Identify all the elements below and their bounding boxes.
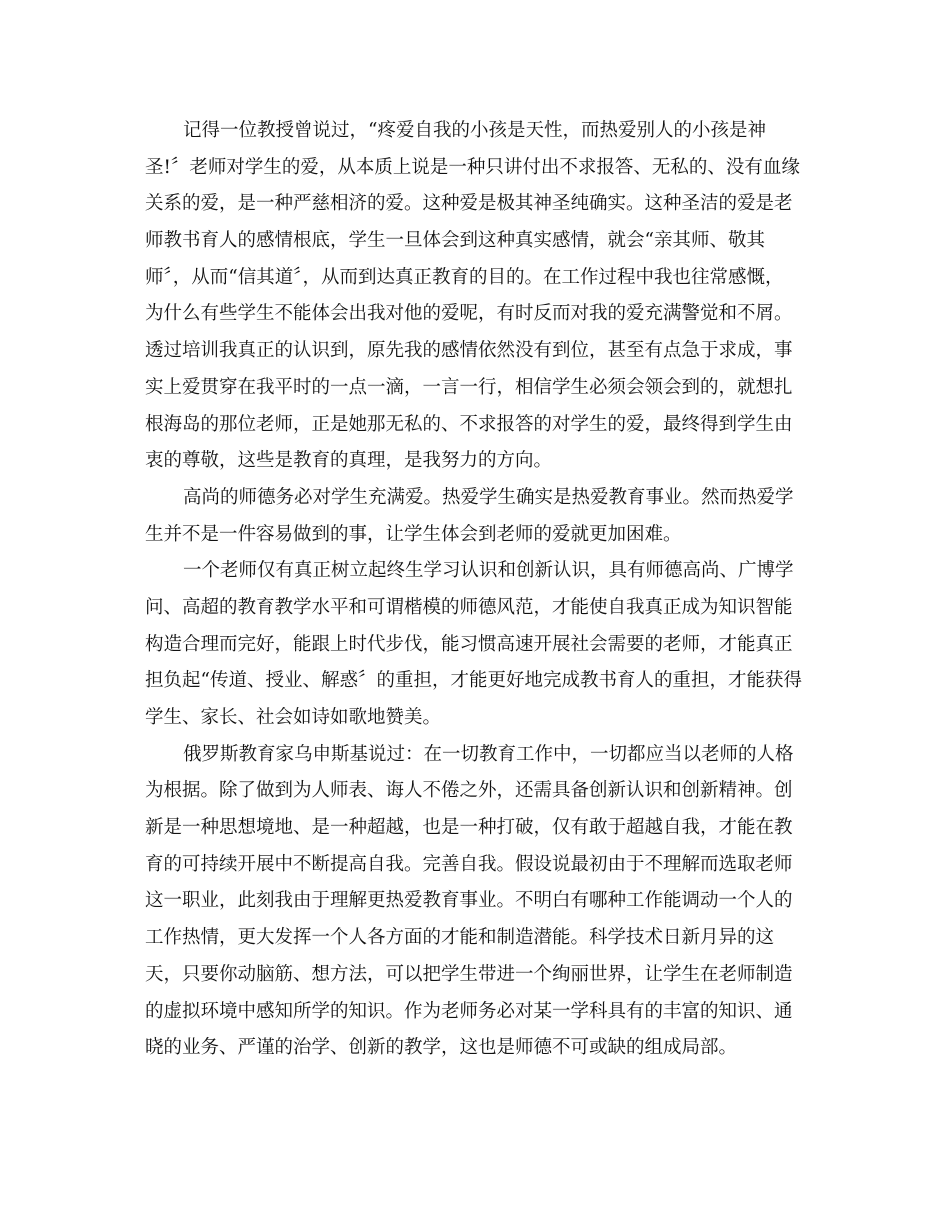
text-line: 育的可持续开展中不断提高自我。完善自我。假设说最初由于不理解而选取老师 (145, 853, 793, 875)
text-line: 师教书育人的感情根底，学生一旦体会到这种真实感情，就会“亲其师、敬其 (145, 230, 765, 252)
text-line: 高尚的师德务必对学生充满爱。热爱学生确实是热爱教育事业。然而热爱学 (183, 486, 794, 508)
document-body (145, 113, 810, 1067)
text-line: 实上爱贯穿在我平时的一点一滴，一言一行，相信学生必须会领会到的，就想扎 (145, 376, 793, 398)
text-line: 透过培训我真正的认识到，原先我的感情依然没有到位，甚至有点急于求成，事 (145, 340, 793, 362)
text-line: 晓的业务、严谨的治学、创新的教学，这也是师德不可或缺的组成局部。 (145, 1037, 738, 1059)
text-line: 天，只要你动脑筋、想方法，可以把学生带进一个绚丽世界，让学生在老师制造 (145, 963, 793, 985)
text-line: 衷的尊敬，这些是教育的真理，是我努力的方向。 (145, 450, 553, 472)
text-line: 生并不是一件容易做到的事，让学生体会到老师的爱就更加困难。 (145, 523, 682, 545)
text-line: 俄罗斯教育家乌申斯基说过：在一切教育工作中，一切都应当以老师的人格 (183, 743, 794, 765)
text-line: 构造合理而完好，能跟上时代步伐，能习惯高速开展社会需要的老师，才能真正 (145, 633, 793, 655)
paragraph-3 (145, 553, 810, 736)
paragraph-2 (145, 480, 810, 553)
text-line: 这一职业，此刻我由于理解更热爱教育事业。不明白有哪种工作能调动一个人的 (145, 890, 793, 912)
text-line: 记得一位教授曾说过，“疼爱自我的小孩是天性，而热爱别人的小孩是神 (183, 120, 766, 141)
text-line: 学生、家长、社会如诗如歌地赞美。 (145, 707, 442, 728)
text-line: 工作热情，更大发挥一个人各方面的才能和制造潜能。科学技术日新月异的这 (145, 927, 775, 949)
text-line: 圣!〞老师对学生的爱，从本质上说是一种只讲付出不求报答、无私的、没有血缘 (145, 156, 800, 178)
text-line: 关系的爱，是一种严慈相济的爱。这种爱是极其神圣纯确实。这种圣洁的爱是老 (145, 193, 793, 215)
text-line: 师〞，从而“信其道〞，从而到达真正教育的目的。在工作过程中我也往常感慨， (145, 266, 784, 288)
paragraph-4 (145, 737, 810, 1067)
paragraph-1 (145, 113, 810, 480)
text-line: 新是一种思想境地、是一种超越，也是一种打破，仅有敢于超越自我，才能在教 (145, 817, 793, 839)
text-line: 一个老师仅有真正树立起终生学习认识和创新认识，具有师德高尚、广博学 (183, 560, 794, 582)
text-line: 为什么有些学生不能体会出我对他的爱呢，有时反而对我的爱充满警觉和不屑。 (145, 303, 793, 325)
text-line: 担负起“传道、授业、解惑〞的重担，才能更好地完成教书育人的重担，才能获得 (145, 670, 802, 692)
text-line: 根海岛的那位老师，正是她那无私的、不求报答的对学生的爱，最终得到学生由 (145, 413, 793, 435)
text-line: 问、高超的教育教学水平和可谓楷模的师德风范，才能使自我真正成为知识智能 (145, 596, 793, 618)
text-line: 为根据。除了做到为人师表、诲人不倦之外，还需具备创新认识和创新精神。创 (145, 780, 793, 802)
text-line: 的虚拟环境中感知所学的知识。作为老师务必对某一学科具有的丰富的知识、通 (145, 1000, 793, 1022)
